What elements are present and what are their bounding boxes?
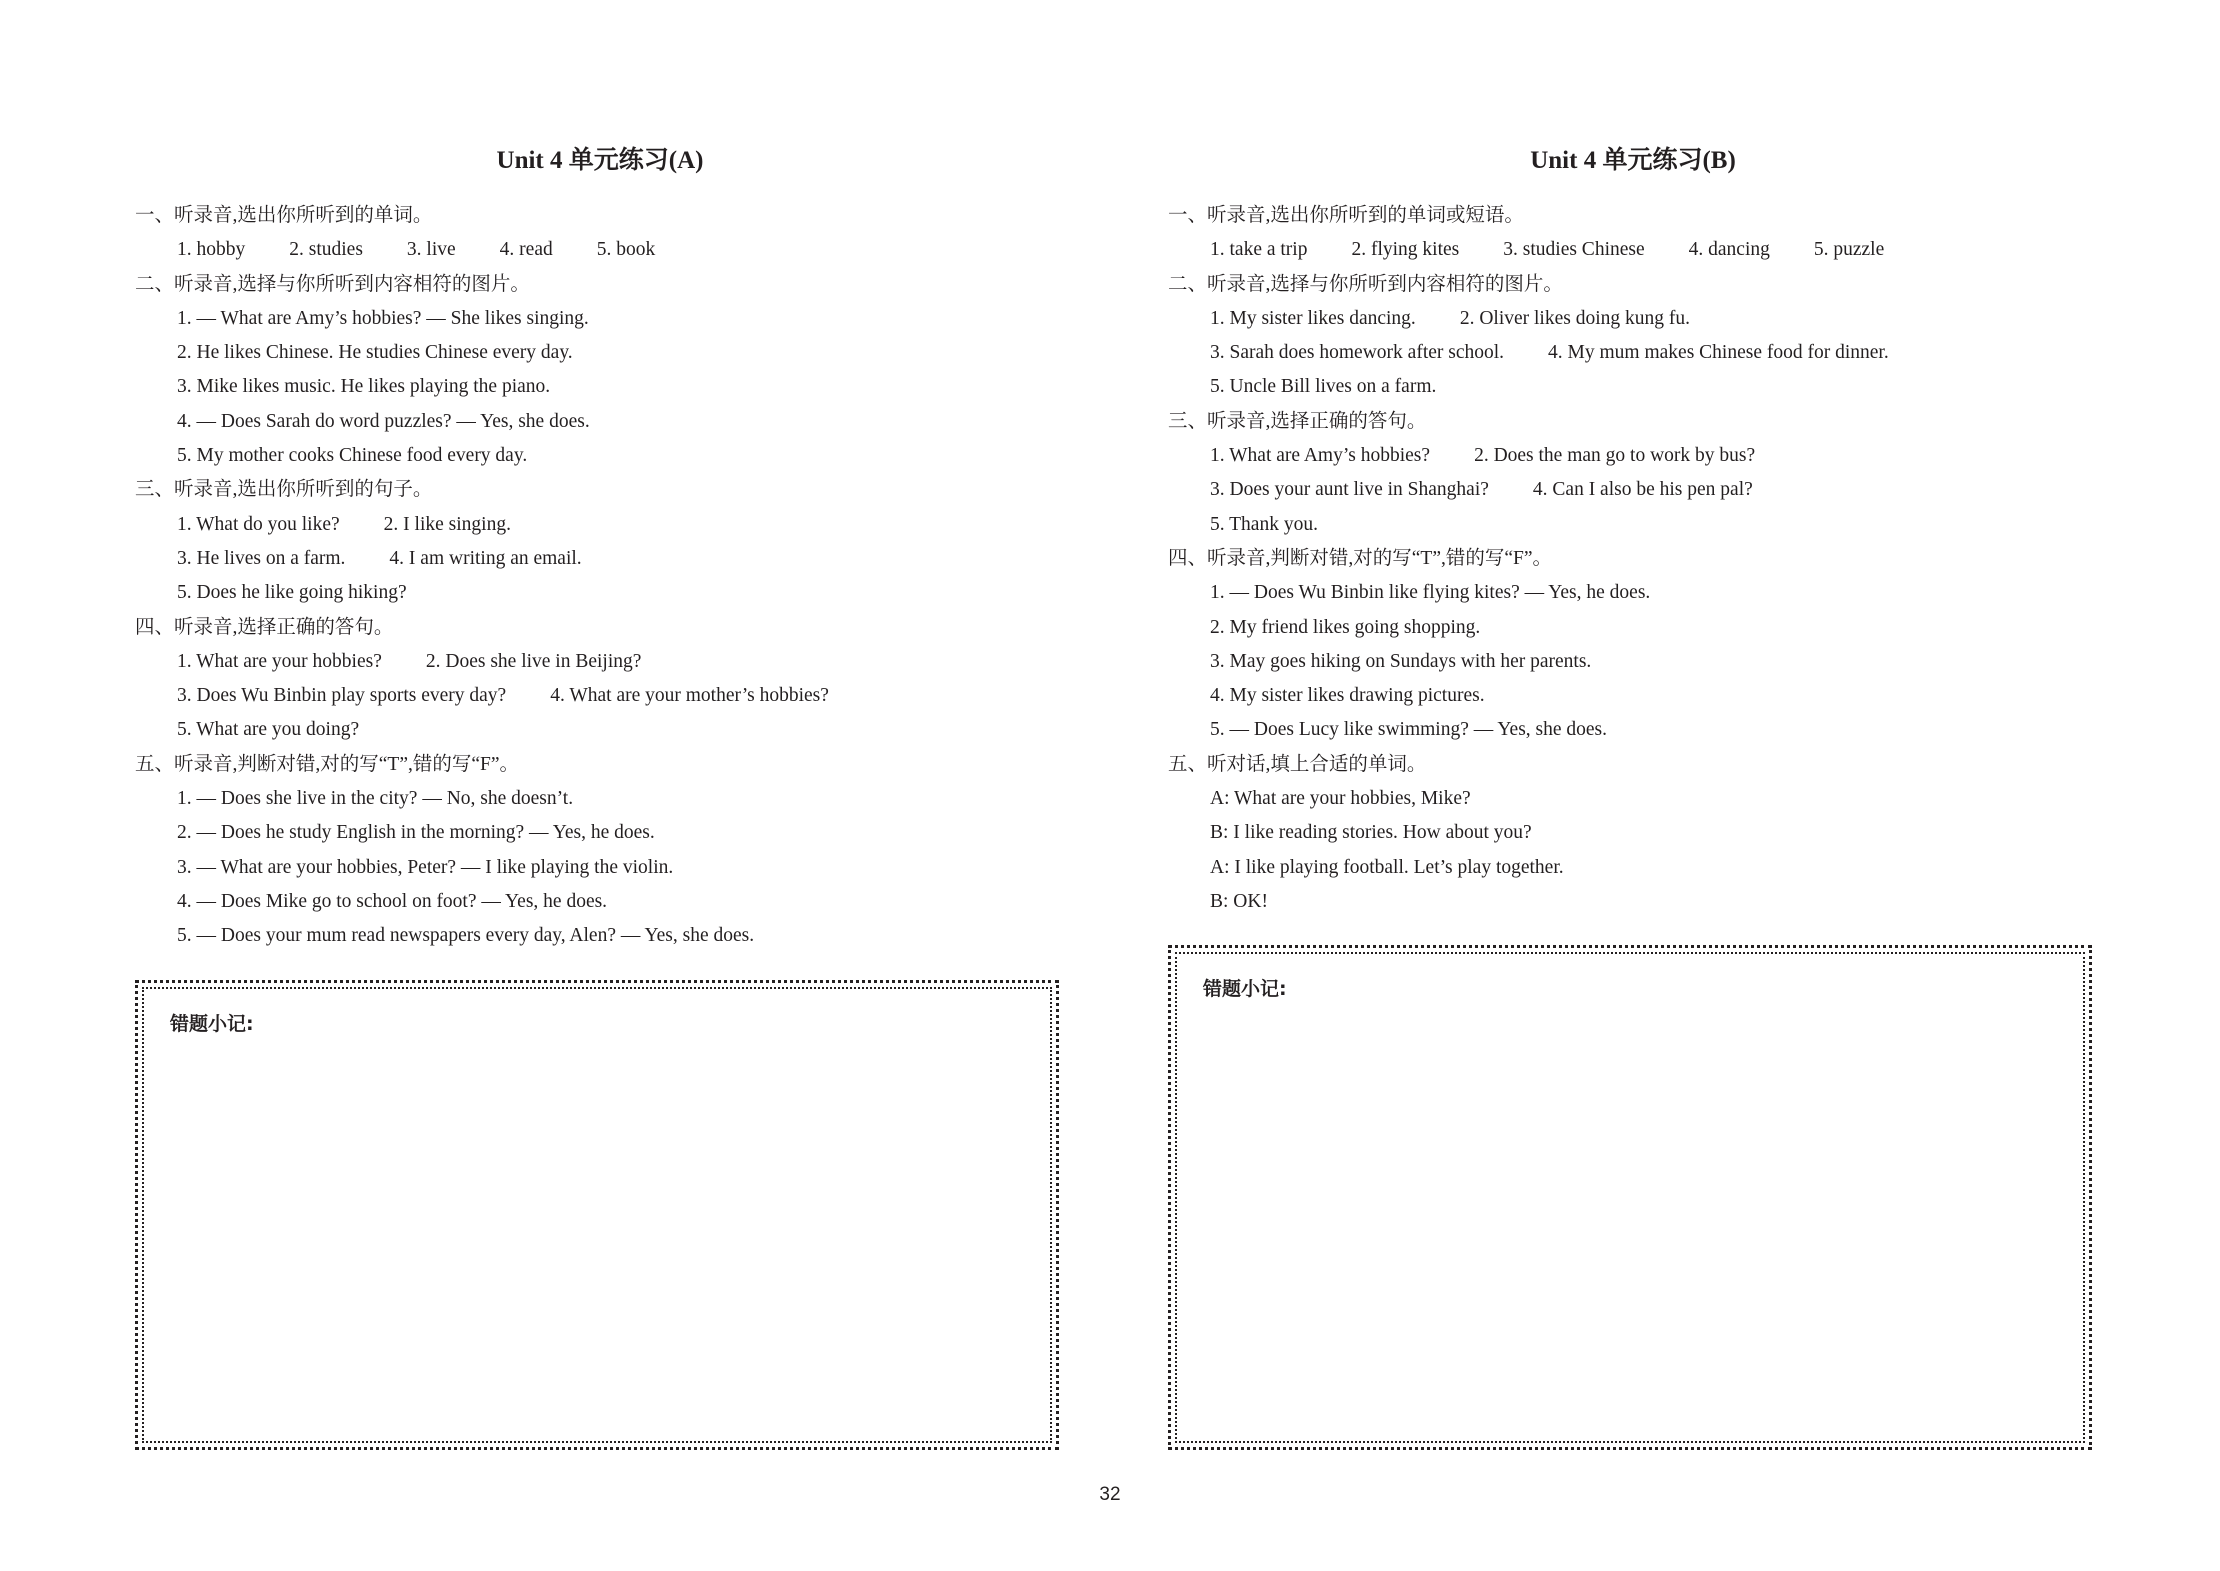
exercise-item: 2. Does the man go to work by bus?	[1474, 445, 1756, 467]
exercise-item: 2. — Does he study English in the morning? — Yes, he does.	[177, 822, 655, 844]
section-heading: 一、听录音,选出你所听到的单词。	[135, 205, 433, 226]
exercise-line	[135, 233, 1065, 267]
exercise-line	[1168, 233, 2098, 267]
exercise-item: 1. What are your hobbies?	[177, 650, 382, 672]
exercise-line	[135, 542, 1065, 576]
exercise-item: 4. read	[499, 239, 553, 261]
exercise-b-content	[1168, 199, 2098, 919]
section-heading: 三、听录音,选出你所听到的句子。	[135, 479, 433, 501]
exercise-line	[135, 336, 1065, 370]
exercise-item: 5. What are you doing?	[177, 719, 360, 741]
page-number: 32	[1099, 1484, 1121, 1505]
exercise-line	[1168, 611, 2098, 645]
exercise-item: 2. flying kites	[1351, 239, 1460, 261]
exercise-line	[135, 713, 1065, 747]
exercise-line	[135, 919, 1065, 953]
exercise-line	[1168, 473, 2098, 507]
exercise-line	[135, 508, 1065, 542]
section-heading: 二、听录音,选择与你所听到内容相符的图片。	[1168, 273, 1563, 295]
exercise-item: 3. Does your aunt live in Shanghai?	[1210, 479, 1489, 501]
exercise-item: 5. My mother cooks Chinese food every day.	[177, 445, 528, 467]
exercise-item: A: I like playing football. Let’s play together.	[1210, 856, 1564, 878]
exercise-line	[1168, 576, 2098, 610]
exercise-a-title: Unit 4 单元练习(A)	[496, 147, 704, 174]
exercise-item: 5. — Does your mum read newspapers every day, Alen? — Yes, she does.	[177, 925, 755, 947]
exercise-line	[1168, 679, 2098, 713]
exercise-item: 2. Does she live in Beijing?	[425, 650, 642, 672]
exercise-b-mistake-notes-box	[1168, 945, 2092, 1450]
section-heading: 五、听录音,判断对错,对的写“T”,错的写“F”。	[135, 753, 520, 775]
exercise-line	[1168, 851, 2098, 885]
exercise-line	[135, 782, 1065, 816]
exercise-line	[135, 885, 1065, 919]
exercise-item: 2. He likes Chinese. He studies Chinese every day.	[177, 342, 573, 364]
section-heading: 一、听录音,选出你所听到的单词或短语。	[1168, 205, 1524, 226]
exercise-item: 4. I am writing an email.	[389, 547, 582, 569]
section-heading: 四、听录音,选择正确的答句。	[135, 616, 394, 638]
exercise-item: 1. — What are Amy’s hobbies? — She likes singing.	[177, 307, 589, 329]
exercise-line	[1168, 302, 2098, 336]
exercise-item: A: What are your hobbies, Mike?	[1210, 788, 1471, 810]
section-heading: 五、听对话,填上合适的单词。	[1168, 753, 1427, 775]
exercise-item: 2. studies	[289, 239, 363, 261]
exercise-line	[135, 645, 1065, 679]
exercise-line	[135, 851, 1065, 885]
exercise-item: 2. I like singing.	[383, 513, 511, 535]
exercise-item: 4. dancing	[1688, 239, 1770, 261]
exercise-line	[1168, 336, 2098, 370]
exercise-item: 4. — Does Mike go to school on foot? — Yes, he does.	[177, 890, 608, 912]
exercise-item: 3. Does Wu Binbin play sports every day?	[177, 685, 507, 707]
exercise-item: B: OK!	[1210, 890, 1268, 912]
exercise-item: 5. Does he like going hiking?	[177, 582, 407, 604]
exercise-line	[1168, 885, 2098, 919]
exercise-line	[135, 679, 1065, 713]
exercise-item: 3. Mike likes music. He likes playing the piano.	[177, 376, 551, 398]
section-heading: 三、听录音,选择正确的答句。	[1168, 410, 1427, 432]
exercise-b-mistake-notes-label: 错题小记:	[1203, 978, 1287, 1000]
exercise-item: 1. What are Amy’s hobbies?	[1210, 445, 1431, 467]
exercise-item: 2. Oliver likes doing kung fu.	[1459, 307, 1690, 329]
exercise-item: 1. hobby	[177, 239, 246, 261]
exercise-item: 4. What are your mother’s hobbies?	[550, 685, 829, 707]
exercise-line	[135, 439, 1065, 473]
exercise-item: 1. My sister likes dancing.	[1210, 307, 1416, 329]
section-heading: 四、听录音,判断对错,对的写“T”,错的写“F”。	[1168, 547, 1553, 569]
exercise-line	[1168, 508, 2098, 542]
exercise-line	[135, 370, 1065, 404]
exercise-item: B: I like reading stories. How about you?	[1210, 822, 1532, 844]
exercise-item: 1. — Does she live in the city? — No, she doesn’t.	[177, 788, 574, 810]
exercise-a-mistake-notes-box	[135, 980, 1059, 1450]
exercise-item: 5. book	[596, 239, 656, 261]
exercise-a-mistake-notes-label: 错题小记:	[170, 1013, 254, 1035]
exercise-b-title: Unit 4 单元练习(B)	[1530, 147, 1736, 174]
exercise-item: 2. My friend likes going shopping.	[1210, 616, 1481, 638]
exercise-item: 5. — Does Lucy like swimming? — Yes, she does.	[1210, 719, 1608, 741]
exercise-item: 1. What do you like?	[177, 513, 340, 535]
section-heading: 二、听录音,选择与你所听到内容相符的图片。	[135, 273, 530, 295]
exercise-line	[1168, 439, 2098, 473]
exercise-item: 5. puzzle	[1813, 239, 1885, 261]
exercise-item: 5. Thank you.	[1210, 513, 1318, 535]
exercise-line	[135, 576, 1065, 610]
exercise-line	[1168, 645, 2098, 679]
exercise-line	[135, 405, 1065, 439]
exercise-item: 3. May goes hiking on Sundays with her parents.	[1210, 650, 1592, 672]
exercise-line	[1168, 816, 2098, 850]
exercise-item: 4. My sister likes drawing pictures.	[1210, 685, 1485, 707]
exercise-item: 3. — What are your hobbies, Peter? — I like playing the violin.	[177, 856, 674, 878]
exercise-line	[1168, 713, 2098, 747]
exercise-line	[1168, 370, 2098, 404]
exercise-item: 4. Can I also be his pen pal?	[1532, 479, 1753, 501]
exercise-item: 1. take a trip	[1210, 239, 1308, 261]
exercise-item: 4. — Does Sarah do word puzzles? — Yes, she does.	[177, 410, 590, 432]
exercise-item: 3. live	[406, 239, 456, 261]
exercise-item: 3. Sarah does homework after school.	[1210, 342, 1505, 364]
exercise-item: 4. My mum makes Chinese food for dinner.	[1548, 342, 1889, 364]
exercise-a-content	[135, 199, 1065, 954]
exercise-item: 1. — Does Wu Binbin like flying kites? — Yes, he does.	[1210, 582, 1651, 604]
exercise-item: 3. studies Chinese	[1503, 239, 1645, 261]
exercise-item: 3. He lives on a farm.	[177, 547, 346, 569]
exercise-line	[135, 302, 1065, 336]
exercise-item: 5. Uncle Bill lives on a farm.	[1210, 376, 1437, 398]
exercise-line	[135, 816, 1065, 850]
exercise-line	[1168, 782, 2098, 816]
